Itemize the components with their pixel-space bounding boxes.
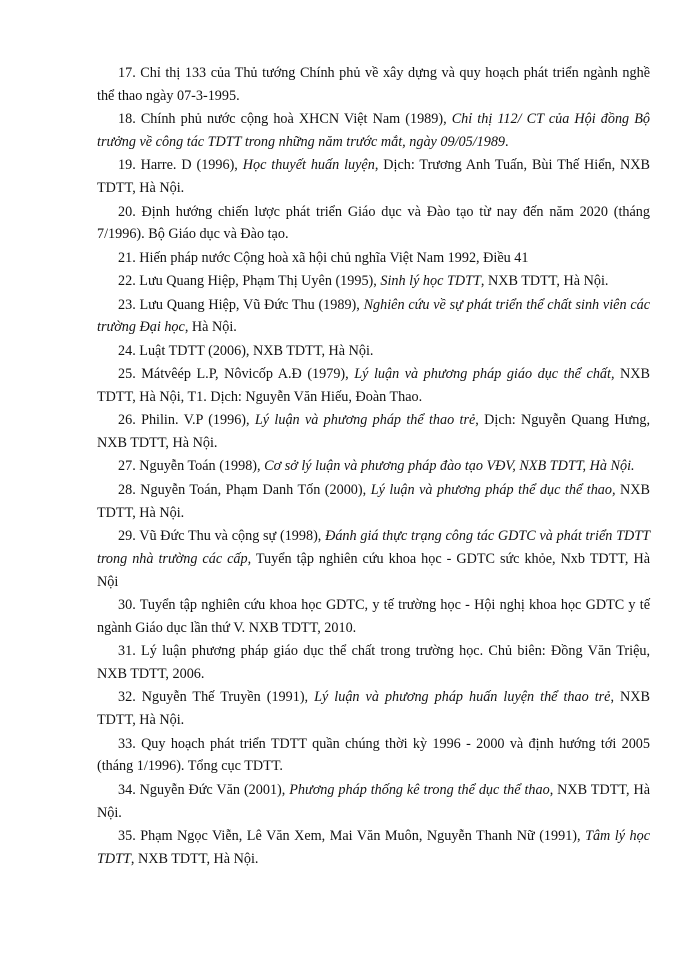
reference-item xyxy=(97,640,650,686)
reference-title: Phương pháp thống kê trong thể dục thể thao xyxy=(289,781,550,798)
reference-item xyxy=(97,686,650,732)
reference-text: Mátvêép L.P, Nôvicốp A.Đ (1979), xyxy=(141,366,355,383)
reference-text: Hiến pháp nước Cộng hoà xã hội chủ nghĩa Việt Nam 1992, Điều 41 xyxy=(139,249,529,266)
reference-title: Tâm lý học TDTT xyxy=(97,827,651,867)
reference-text: Lý luận phương pháp giáo dục thể chất trong trường học. Chủ biên: Đồng Văn Triệu, NXB TDTT, 2006. xyxy=(97,643,651,683)
reference-text: Harre. D (1996), xyxy=(140,157,243,174)
reference-text: , Tuyển tập nghiên cứu khoa học - GDTC sức khỏe, Nxb TDTT, Hà Nội xyxy=(97,550,650,590)
reference-item xyxy=(97,409,650,455)
reference-text: , NXB TDTT, Hà Nội. xyxy=(97,781,650,821)
reference-text: Quy hoạch phát triển TDTT quần chúng thời kỳ 1996 - 2000 và định hướng tới 2005 (tháng 1/1996). Tổng cục TDTT. xyxy=(97,735,650,775)
reference-item xyxy=(97,294,650,340)
reference-number: 34. xyxy=(118,781,136,798)
reference-text: Nguyễn Thế Truyền (1991), xyxy=(141,689,315,706)
reference-title: Lý luận và phương pháp thể dục thể thao, xyxy=(370,481,616,498)
reference-item xyxy=(97,479,650,525)
reference-title: Nghiên cứu về sự phát triển thể chất sinh viên các trường Đại học xyxy=(97,296,651,336)
reference-text: Chính phủ nước cộng hoà XHCN Việt Nam (1989), xyxy=(140,111,452,128)
reference-item xyxy=(97,247,650,270)
reference-number: 35. xyxy=(118,827,136,844)
reference-title: Sinh lý học TDTT xyxy=(380,273,481,290)
reference-text: Nguyễn Toán (1998), xyxy=(139,458,265,475)
reference-title: Đánh giá thực trạng công tác GDTC và phát triển TDTT trong nhà trường các cấp xyxy=(97,528,650,567)
reference-item xyxy=(97,363,650,409)
reference-title: Cơ sở lý luận và phương pháp đào tạo VĐV, NXB TDTT, Hà Nội. xyxy=(264,458,635,475)
reference-item xyxy=(97,825,650,871)
reference-number: 22. xyxy=(118,273,136,290)
reference-text: , Dịch: Nguyễn Quang Hưng, NXB TDTT, Hà Nội. xyxy=(97,412,651,452)
reference-text: Nguyễn Đức Văn (2001), xyxy=(139,781,290,798)
reference-item xyxy=(97,108,650,154)
reference-item xyxy=(97,779,650,825)
reference-title: Lý luận và phương pháp huấn luyện thể thao trẻ xyxy=(314,689,611,706)
reference-text: . xyxy=(505,133,509,150)
reference-list xyxy=(97,62,650,871)
reference-text: NXB TDTT, Hà Nội. xyxy=(97,481,650,521)
reference-number: 20. xyxy=(118,203,136,220)
reference-number: 21. xyxy=(118,249,136,266)
reference-item xyxy=(97,594,650,640)
reference-item xyxy=(97,62,650,108)
reference-text: , Hà Nội. xyxy=(184,319,237,336)
reference-text: , NXB TDTT, Hà Nội, T1. Dịch: Nguyễn Văn Hiếu, Đoàn Thao. xyxy=(97,366,651,405)
reference-number: 33. xyxy=(118,735,136,752)
reference-title: Học thuyết huấn luyện xyxy=(242,157,375,174)
reference-item xyxy=(97,455,650,478)
reference-number: 23. xyxy=(118,296,136,313)
reference-item xyxy=(97,525,650,593)
reference-item xyxy=(97,270,650,293)
reference-text: Luật TDTT (2006), NXB TDTT, Hà Nội. xyxy=(139,342,374,359)
reference-title: Lý luận và phương pháp thể thao trẻ xyxy=(254,412,476,429)
reference-text: , Dịch: Trương Anh Tuấn, Bùi Thế Hiển, NXB TDTT, Hà Nội. xyxy=(97,157,650,197)
reference-text: Vũ Đức Thu và cộng sự (1998), xyxy=(139,528,326,545)
reference-number: 29. xyxy=(118,528,136,545)
reference-item xyxy=(97,201,650,247)
reference-number: 27. xyxy=(118,458,136,475)
reference-title: Chỉ thị 112/ CT của Hội đồng Bộ trưởng về công tác TDTT trong những năm trước mắt, ngày 09/05/1989 xyxy=(97,111,650,150)
reference-item xyxy=(97,154,650,200)
reference-text: , NXB TDTT, Hà Nội. xyxy=(97,689,650,729)
reference-number: 19. xyxy=(118,157,136,174)
reference-text: , NXB TDTT, Hà Nội. xyxy=(480,273,609,290)
reference-text: Tuyển tập nghiên cứu khoa học GDTC, y tế trường học - Hội nghị khoa học GDTC y tế ngành Giáo dục lần thứ V. NXB TDTT, 2010. xyxy=(97,597,650,636)
reference-number: 28. xyxy=(118,481,136,498)
reference-text: Lưu Quang Hiệp, Phạm Thị Uyên (1995), xyxy=(139,273,381,290)
reference-item xyxy=(97,340,650,363)
reference-text: Chỉ thị 133 của Thủ tướng Chính phủ về xây dựng và quy hoạch phát triển ngành nghề thể thao ngày 07-3-1995. xyxy=(97,65,651,104)
reference-text: Philin. V.P (1996), xyxy=(141,412,255,429)
reference-text: Nguyễn Toán, Phạm Danh Tốn (2000), xyxy=(140,481,371,498)
reference-title: Lý luận và phương pháp giáo dục thể chất xyxy=(354,366,611,383)
reference-number: 31. xyxy=(118,643,136,660)
reference-number: 26. xyxy=(118,412,136,429)
reference-text: Định hướng chiến lược phát triển Giáo dục và Đào tạo từ nay đến năm 2020 (tháng 7/1996). Bộ Giáo dục và Đào tạo. xyxy=(97,203,650,243)
reference-number: 17. xyxy=(118,65,136,81)
reference-text: Lưu Quang Hiệp, Vũ Đức Thu (1989), xyxy=(139,296,364,313)
reference-number: 32. xyxy=(118,689,136,706)
reference-number: 25. xyxy=(118,366,136,383)
reference-item xyxy=(97,733,650,779)
reference-number: 30. xyxy=(118,597,136,614)
reference-number: 18. xyxy=(118,111,136,128)
reference-number: 24. xyxy=(118,342,136,359)
reference-text: , NXB TDTT, Hà Nội. xyxy=(130,850,259,867)
reference-text: Phạm Ngọc Viễn, Lê Văn Xem, Mai Văn Muôn, Nguyễn Thanh Nữ (1991), xyxy=(140,827,586,844)
